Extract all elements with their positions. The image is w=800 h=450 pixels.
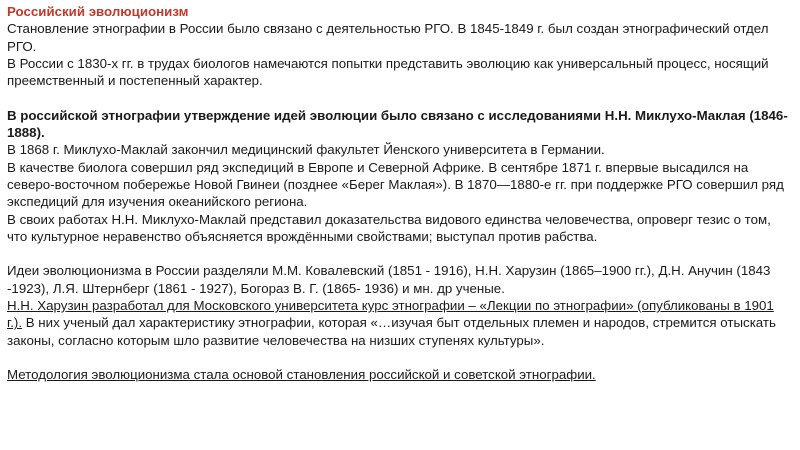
spacer	[7, 89, 792, 106]
kharuzin-course-underlined: Н.Н. Харузин разработал для Московского университета курс этнографии – «Лекции по этнографии» (опубликованы в 1901 г.).	[7, 298, 774, 331]
paragraph-biology-evolution: В России с 1830-х гг. в трудах биологов намечаются попытки представить эволюцию как универсальный процесс, носящий преемственный и постепенный характер.	[7, 55, 769, 89]
paragraph-evolutionists-list: Идеи эволюционизма в России разделяли М.М. Ковалевский (1851 - 1916), Н.Н. Харузин (1865–1900 гг.), Д.Н. Анучин (1843 -1923), Л.Я. Штернберг (1861 - 1927), Богораз В. Г. (1865- 1936) и мн. др ученые.	[7, 263, 771, 296]
paragraph-medical-faculty: В 1868 г. Миклухо-Маклай закончил медицинский факультет Йенского университета в Германии.	[7, 142, 605, 158]
heading-miklukho-maklai: В российской этнографии утверждение идей эволюции было связано с исследованиями Н.Н. Миклухо-Маклая (1846-1888).	[7, 107, 788, 141]
paragraph-kharuzin-course	[7, 297, 792, 349]
paragraph-species-unity: В своих работах Н.Н. Миклухо-Маклай представил доказательства видового единства человечества, опроверг тезис о том, что культурное неравенство объясняется врождёнными свойствами; выступал против рабства.	[7, 211, 771, 244]
spacer	[7, 245, 792, 262]
kharuzin-course-rest: В них ученый дал характеристику этнографии, которая «…изучая быт отдельных племен и народов, стремится отыскать законы, согласно которым шло развитие человечества на низших ступенях культуры».	[7, 315, 776, 348]
conclusion-methodology: Методология эволюционизма стала основой становления российской и советской этнографии.	[7, 367, 596, 383]
paragraph-expeditions: В качестве биолога совершил ряд экспедиций в Европе и Северной Африке. В сентябре 1871 г. впервые высадился на северо-восточном побережье Новой Гвинеи (позднее «Берег Маклая»). В 1870—1880-е гг. при поддержке РГО совершил ряд экспедиций для изучения океанийского региона.	[7, 159, 784, 210]
spacer	[7, 349, 792, 366]
slide-title: Российский эволюционизм	[7, 4, 189, 19]
paragraph-rgo-ethnography: Становление этнографии в России было связано с деятельностью РГО. В 1845-1849 г. был создан этнографический отдел РГО.	[7, 21, 769, 54]
